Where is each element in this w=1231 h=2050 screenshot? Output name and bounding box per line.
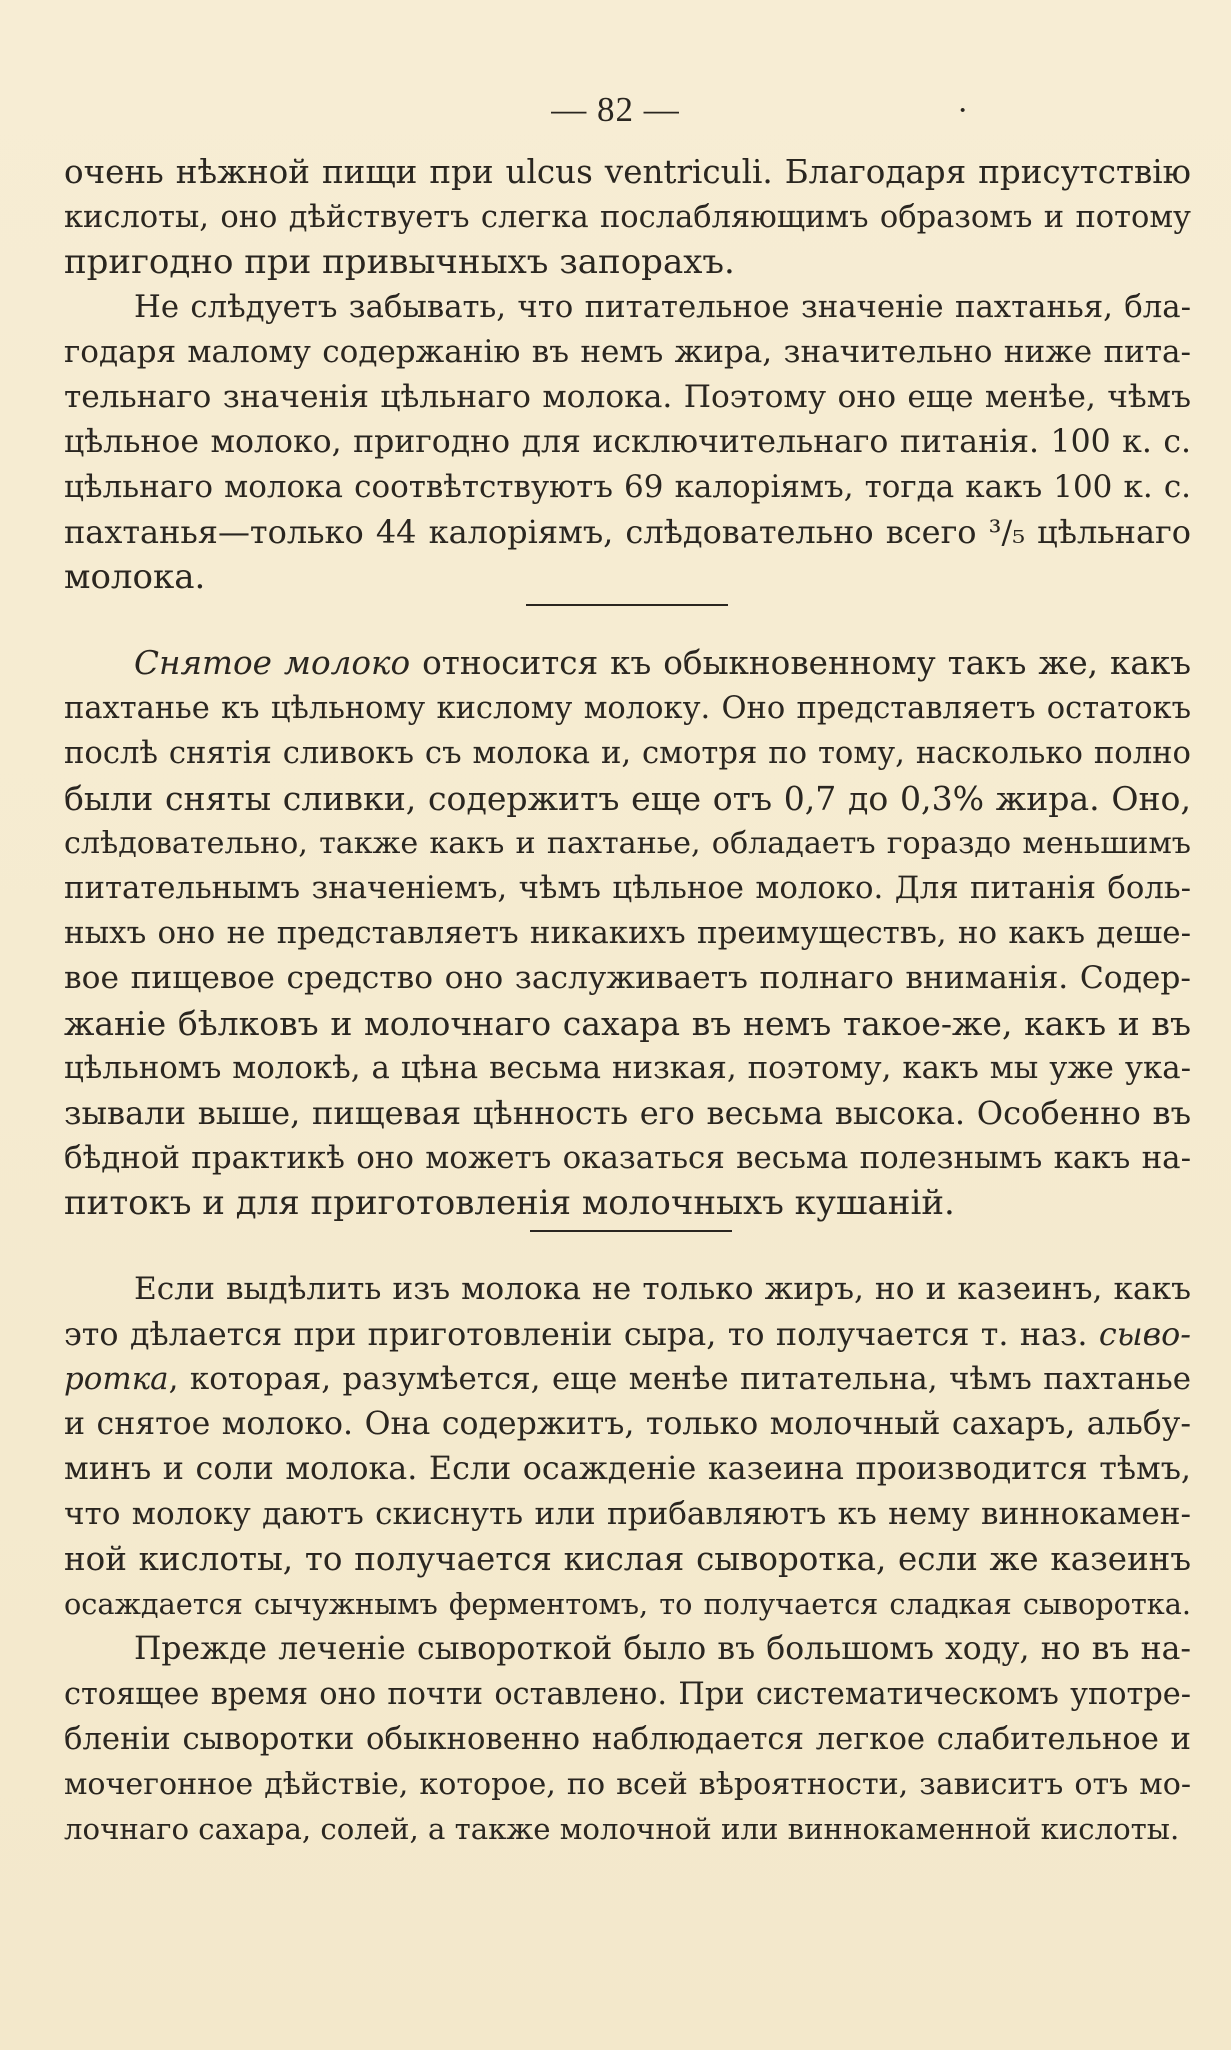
text-line: годаря малому содержанію въ немъ жира, значительно ниже пита- xyxy=(64,334,1191,370)
text-line: были сняты сливки, содержитъ еще отъ 0,7 до 0,3% жира. Оно, xyxy=(64,779,1191,818)
italic-term: ротка xyxy=(64,1361,169,1397)
text-run: , которая, разумѣется, еще менѣе питательна, чѣмъ пахтанье xyxy=(168,1361,1191,1397)
text-line: Не слѣдуетъ забывать, что питательное значеніе пахтанья, бла- xyxy=(134,289,1191,325)
text-line xyxy=(64,1312,1191,1357)
text-line xyxy=(64,1357,1191,1402)
text-line: пригодно при привычныхъ запорахъ. xyxy=(64,242,735,282)
text-line: пахтанье къ цѣльному кислому молоку. Оно представляетъ остатокъ xyxy=(64,691,1191,726)
text-line: жаніе бѣлковъ и молочнаго сахара въ немъ такое-же, какъ и въ xyxy=(64,1004,1191,1043)
text-line: цѣльномъ молокѣ, а цѣна весьма низкая, поэтому, какъ мы уже ука- xyxy=(64,1050,1191,1086)
text-line: пахтанья—только 44 калоріямъ, слѣдовательно всего ³/₅ цѣльнаго xyxy=(64,513,1191,551)
italic-term: Снятое молоко xyxy=(134,644,411,682)
text-line xyxy=(64,641,1191,686)
text-line: молока. xyxy=(64,557,206,597)
text-line: что молоку даютъ скиснуть или прибавляютъ къ нему виннокамен- xyxy=(64,1496,1191,1532)
text-line: зывали выше, пищевая цѣнность его весьма высока. Особенно въ xyxy=(64,1094,1191,1132)
text-line: слѣдовательно, также какъ и пахтанье, обладаетъ гораздо меньшимъ xyxy=(64,826,1191,861)
paragraph-block-skim-milk xyxy=(64,641,1191,1226)
italic-term: сыво- xyxy=(1098,1316,1191,1353)
section-divider xyxy=(530,1230,732,1232)
text-line: стоящее время оно почти оставлено. При систематическомъ употре- xyxy=(64,1677,1191,1712)
text-line: питательнымъ значеніемъ, чѣмъ цѣльное молоко. Для питанія боль- xyxy=(64,870,1191,906)
paragraph-block-whey xyxy=(64,1267,1191,1852)
text-line: кислоты, оно дѣйствуетъ слегка послабляющимъ образомъ и потому xyxy=(64,200,1191,235)
page-number: — 82 — xyxy=(551,90,680,129)
print-speck: · xyxy=(957,92,969,129)
text-line: бленіи сыворотки обыкновенно наблюдается легкое слабительное и xyxy=(64,1722,1191,1757)
text-line: минъ и соли молока. Если осажденіе казеина производится тѣмъ, xyxy=(64,1451,1191,1487)
text-line: ныхъ оно не представляетъ никакихъ преимуществъ, но какъ деше- xyxy=(64,915,1191,951)
text-run: это дѣлается при приготовленіи сыра, то получается т. наз. xyxy=(64,1316,1099,1353)
text-line: тельнаго значенія цѣльнаго молока. Поэтому оно еще менѣе, чѣмъ xyxy=(64,379,1191,415)
section-divider xyxy=(526,604,728,606)
text-line: вое пищевое средство оно заслуживаетъ полнаго вниманія. Содер- xyxy=(64,960,1191,996)
text-line: цѣльное молоко, пригодно для исключительнаго питанія. 100 к. с. xyxy=(64,424,1191,460)
text-run: относится къ обыкновенному такъ же, какъ xyxy=(410,644,1191,682)
text-line: питокъ и для приготовленія молочныхъ кушаній. xyxy=(64,1183,955,1223)
text-line: лочнаго сахара, солей, а также молочной или виннокаменной кислоты. xyxy=(64,1812,1180,1846)
text-line: очень нѣжной пищи при ulcus ventriculi. Благодаря присутствію xyxy=(64,153,1191,191)
text-line: ной кислоты, то получается кислая сыворотка, если же казеинъ xyxy=(64,1540,1191,1578)
text-line: цѣльнаго молока соотвѣтствуютъ 69 калоріямъ, тогда какъ 100 к. с. xyxy=(64,469,1191,505)
text-line: осаждается сычужнымъ ферментомъ, то получается сладкая сыворотка. xyxy=(64,1587,1191,1621)
text-line: Если выдѣлить изъ молока не только жиръ, но и казеинъ, какъ xyxy=(134,1271,1191,1307)
text-line: бѣдной практикѣ оно можетъ оказаться весьма полезнымъ какъ на- xyxy=(64,1140,1191,1176)
text-line: мочегонное дѣйствіе, которое, по всей вѣроятности, зависитъ отъ мо- xyxy=(64,1767,1191,1802)
text-line: послѣ снятія сливокъ съ молока и, смотря по тому, насколько полно xyxy=(64,736,1191,771)
paragraph-block-buttermilk xyxy=(64,150,1191,600)
text-line: и снятое молоко. Она содержитъ, только молочный сахаръ, альбу- xyxy=(64,1406,1191,1442)
text-line: Прежде леченіе сывороткой было въ большомъ ходу, но въ на- xyxy=(134,1631,1191,1667)
